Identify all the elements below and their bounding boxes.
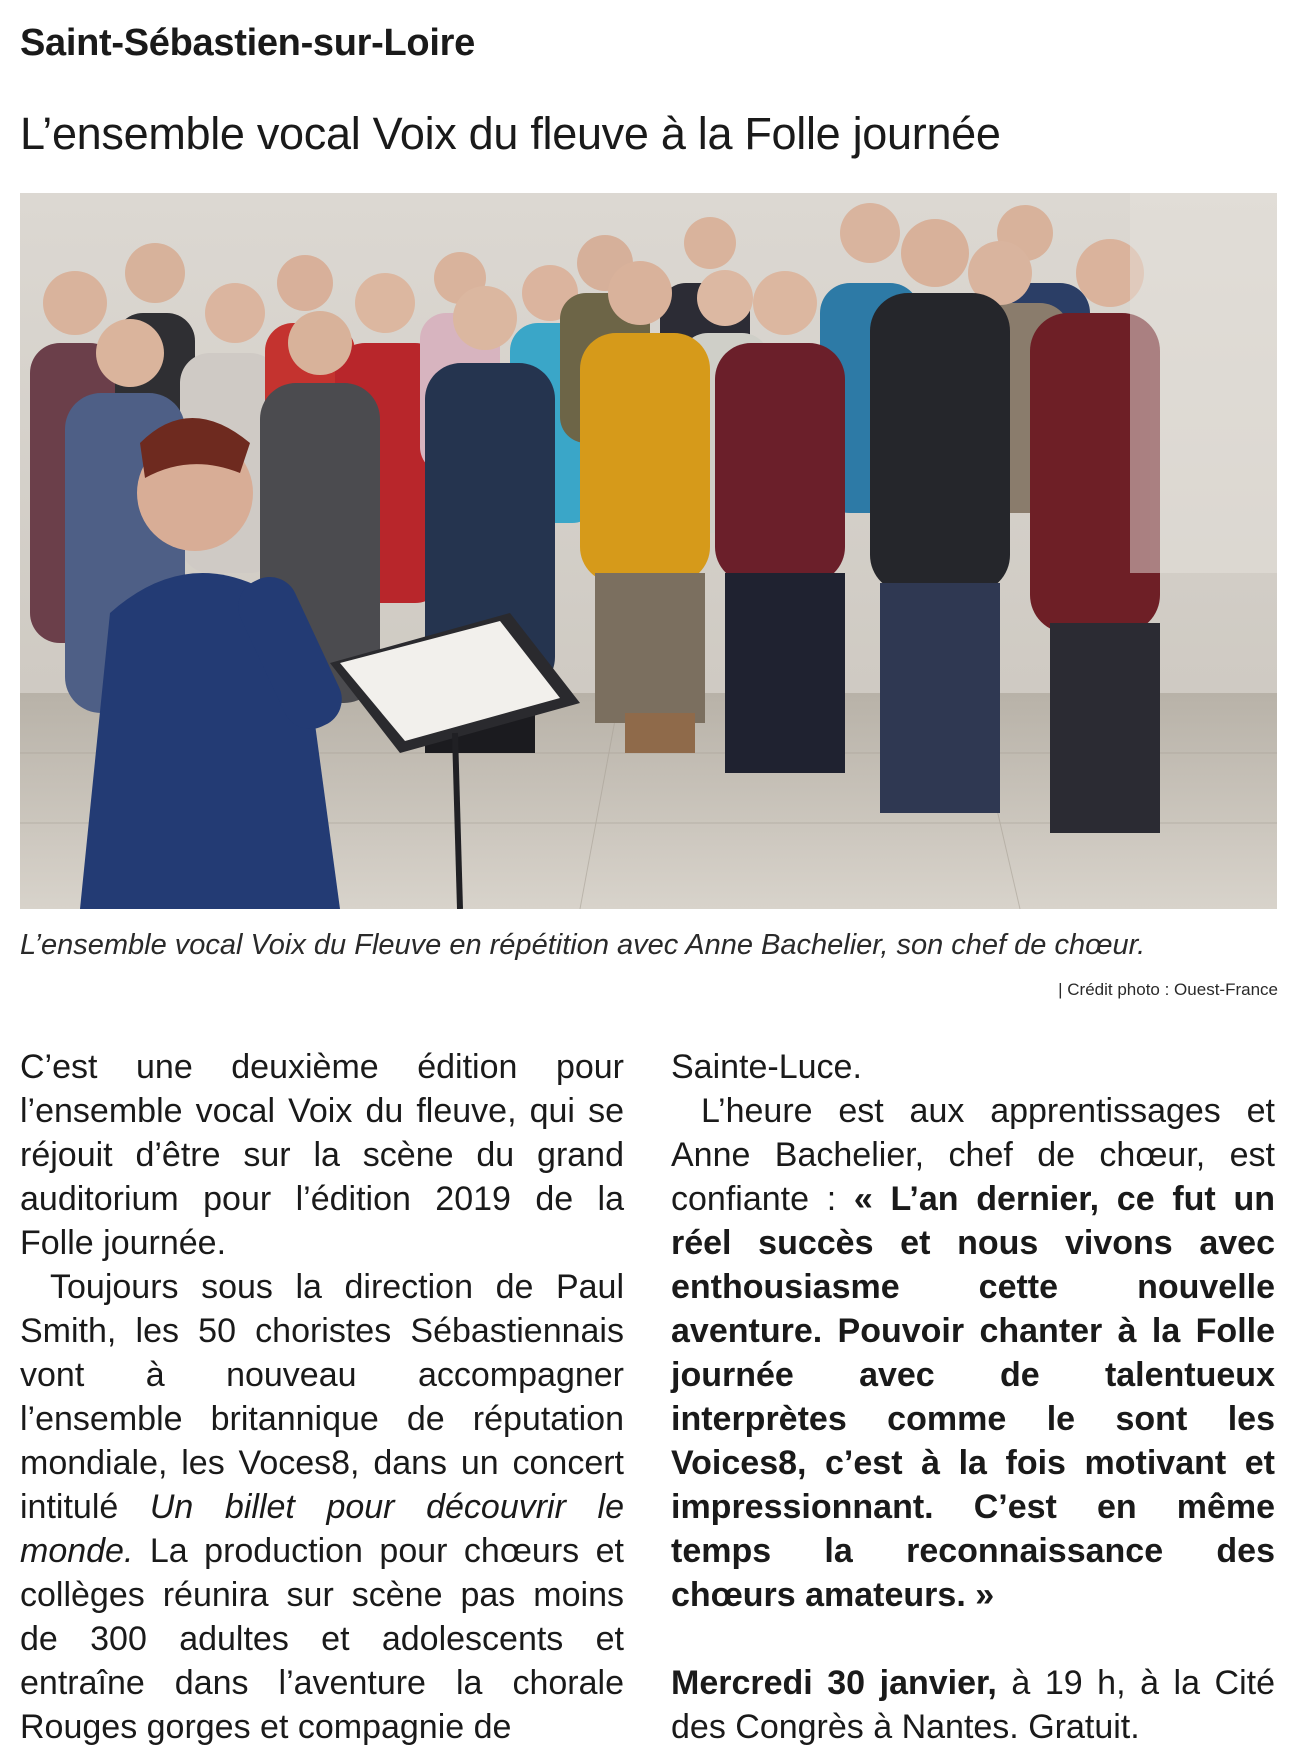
article-locality: Saint-Sébastien-sur-Loire [20,22,475,64]
article-photo [20,193,1277,909]
paragraph-intro: C’est une deuxième édition pour l’ensemble vocal Voix du fleuve, qui se réjouit d’être sur la scène du grand auditorium pour l’édition 2019 de la Folle journée. [20,1048,624,1262]
quote-text: « L’an dernier, ce fut un réel succès et nous vivons avec enthousiasme cette nouvelle aventure. Pouvoir chanter à la Folle journée avec de talentueux interprètes comme le sont les Voices8, c’est à la fois motivant et impressionnant. C’est en même temps la reconnaissance des chœurs amateurs. » [671,1180,1275,1614]
concert-title: Un billet pour découvrir le monde. [20,1488,624,1570]
paragraph-event-info [671,1661,1275,1749]
paragraph-direction [20,1265,624,1749]
paragraph-direction-text-b: La production pour chœurs et collèges réunira sur scène pas moins de 300 adultes et adolescents et entraîne dans l’aventure la chorale Rouges gorges et compagnie de [20,1532,624,1746]
paragraph-quote-intro: L’heure est aux apprentissages et Anne Bachelier, chef de chœur, est confiante : [671,1092,1275,1218]
article-column-right [671,1045,1275,1749]
event-details: à 19 h, à la Cité des Congrès à Nantes. Gratuit. [671,1664,1275,1746]
paragraph-spacer [671,1617,1275,1661]
paragraph-quote [671,1089,1275,1617]
paragraph-direction-text-a: Toujours sous la direction de Paul Smith, les 50 choristes Sébastiennais vont à nouveau accompagner l’ensemble britannique de réputation mondiale, les Voces8, dans un concert intitulé [20,1268,624,1526]
event-date: Mercredi 30 janvier, [671,1664,997,1702]
article-headline: L’ensemble vocal Voix du fleuve à la Folle journée [20,108,1001,159]
photo-credit: | Crédit photo : Ouest-France [1058,980,1278,999]
paragraph-continuation: Sainte-Luce. [671,1048,862,1086]
photo-caption: L’ensemble vocal Voix du Fleuve en répétition avec Anne Bachelier, son chef de chœur. [20,929,1146,961]
article-column-left [20,1045,624,1749]
